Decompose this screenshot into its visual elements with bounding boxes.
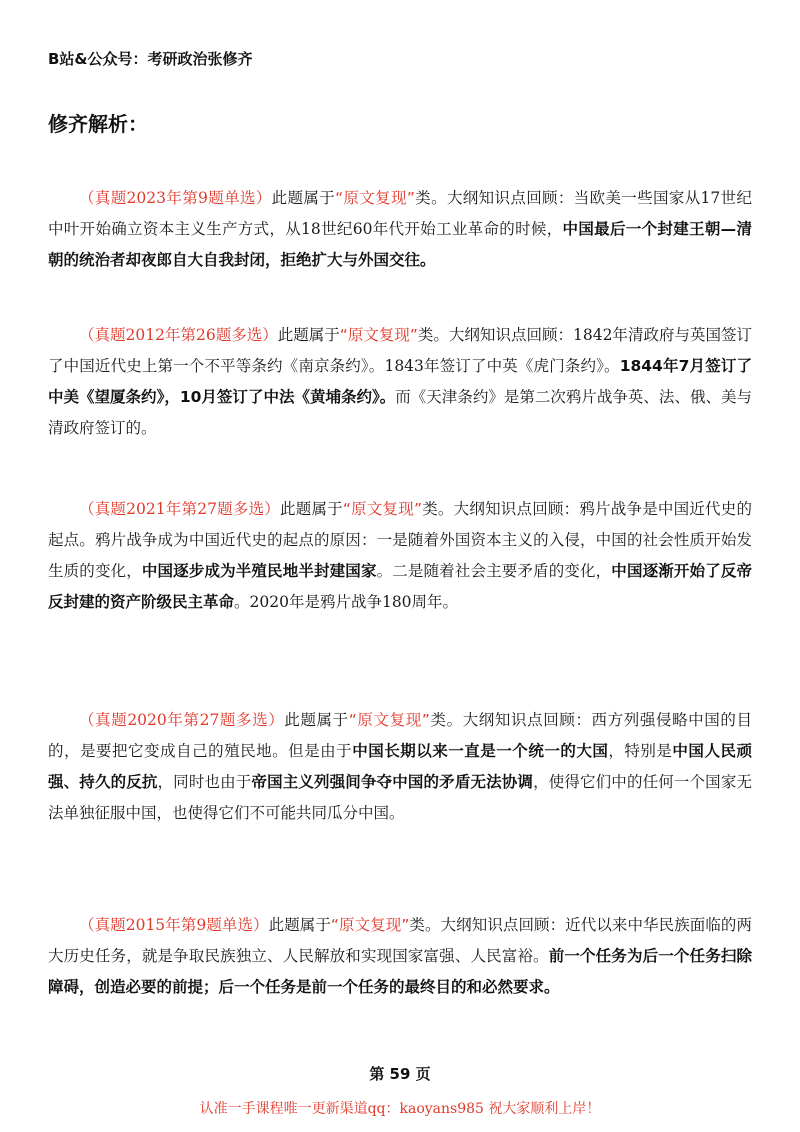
emphasis-text: 前一个任务为后一个任务扫除障碍，创造必要的前提；后一个任务是前一个任务的最终目的和必然要求。 [48, 947, 752, 996]
question-type-prefix: 此题属于 [271, 189, 336, 207]
question-type-tag: “原文复现” [342, 500, 422, 518]
analysis-paragraph [48, 320, 752, 444]
question-type-tag: “原文复现” [335, 189, 415, 207]
page-number: 第 59 页 [369, 1065, 431, 1083]
body-text: 大纲知识点回顾：近代以来中华民族面临的两大历史任务，就是争取民族独立、人民解放和实现国家富强、人民富裕。 [48, 916, 752, 965]
page-header: B站&公众号：考研政治张修齐 [48, 50, 253, 68]
footer-notice: 认准一手课程唯一更新渠道qq：kaoyans985 祝大家顺利上岸！ [199, 1101, 601, 1117]
body-text: 大纲知识点回顾：当欧美一些国家从17世纪中叶开始确立资本主义生产方式，从18世纪60年代开始工业革命的时候， [48, 189, 752, 238]
question-type-suffix: 类。 [422, 500, 454, 518]
question-type-suffix: 类。 [414, 189, 447, 207]
question-type-suffix: 类。 [417, 326, 449, 344]
body-text: 而《天津条约》是第二次鸦片战争英、法、俄、美与清政府签订的。 [48, 388, 752, 437]
question-type-tag: “原文复现” [339, 326, 418, 344]
emphasis-text: 帝国主义列强间争夺中国的矛盾无法协调 [251, 773, 534, 791]
question-type-suffix: 类。 [409, 916, 441, 934]
question-type-suffix: 类。 [429, 711, 463, 729]
body-text: ，使得它们中的任何一个国家无法单独征服中国，也使得它们不可能共同瓜分中国。 [48, 773, 752, 822]
question-source: （真题2023年第9题单选） [79, 189, 272, 207]
emphasis-text: 1844年7月签订了中美《望厦条约》，10月签订了中法《黄埔条约》。 [48, 357, 752, 406]
question-type-prefix: 此题属于 [284, 711, 349, 729]
analysis-paragraph [48, 183, 752, 276]
emphasis-text: 中国逐步成为半殖民地半封建国家 [141, 562, 377, 580]
section-heading: 修齐解析： [48, 112, 148, 136]
body-text: 。二是随着社会主要矛盾的变化， [376, 562, 612, 580]
question-type-tag: “原文复现” [330, 916, 410, 934]
emphasis-text: 中国逐渐开始了反帝反封建的资产阶级民主革命 [48, 562, 752, 611]
question-type-prefix: 此题属于 [268, 916, 331, 934]
question-type-tag: “原文复现” [348, 711, 430, 729]
body-text: 大纲知识点回顾：鸦片战争是中国近代史的起点。鸦片战争成为中国近代史的起点的原因：一是随着外国资本主义的入侵，中国的社会性质开始发生质的变化， [48, 500, 752, 580]
analysis-paragraph [48, 705, 752, 829]
question-source: （真题2015年第9题单选） [79, 916, 269, 934]
emphasis-text: 中国最后一个封建王朝—清朝的统治者却夜郎自大自我封闭，拒绝扩大与外国交往。 [48, 220, 752, 269]
emphasis-text: 中国人民顽强、持久的反抗 [48, 742, 752, 791]
body-text: ，同时也由于 [157, 773, 252, 791]
analysis-paragraph [48, 494, 752, 618]
question-source: （真题2020年第27题多选） [79, 711, 285, 729]
question-source: （真题2021年第27题多选） [79, 500, 281, 518]
body-text: ，特别是 [608, 742, 673, 760]
emphasis-text: 中国长期以来一直是一个统一的大国 [352, 742, 609, 760]
question-type-prefix: 此题属于 [277, 326, 340, 344]
question-type-prefix: 此题属于 [280, 500, 343, 518]
question-source: （真题2012年第26题多选） [79, 326, 278, 344]
body-text: 大纲知识点回顾：西方列强侵略中国的目的，是要把它变成自己的殖民地。但是由于 [48, 711, 752, 760]
analysis-paragraph [48, 910, 752, 1003]
body-text: 大纲知识点回顾：1842年清政府与英国签订了中国近代史上第一个不平等条约《南京条约》。1843年签订了中英《虎门条约》。 [48, 326, 752, 375]
body-text: 。2020年是鸦片战争180周年。 [234, 593, 459, 611]
